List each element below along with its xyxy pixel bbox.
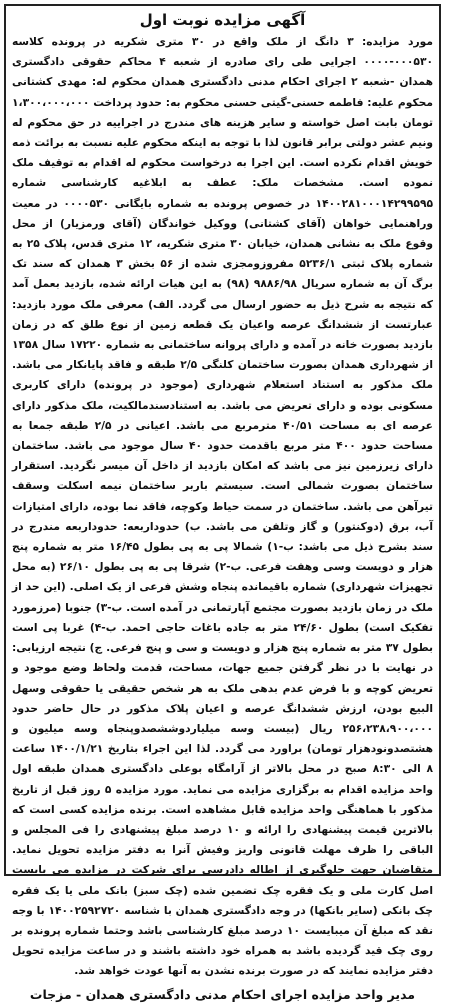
notice-title: آگهی مزایده نوبت اول: [139, 11, 306, 29]
notice-body: مورد مزایده: ۳ دانگ از ملک واقع در ۳۰ متری شکریه در پرونده کلاسه ۰۰۰۵۳۰-۰۰۰۰ اجرایی طی رای صادره از شعبه ۴ محاکم حقوقی دادگستری همدان -شعبه ۲ اجرای احکام مدنی دادگستری همدان محکوم له: مهدی کشتانی محکوم علیه: فاطمه حسنی-گیتی حسنی محکوم به: حدود پرداخت ۱،۳۰۰،۰۰۰،۰۰۰ تومان بابت اصل خواسته و سایر هزینه های مندرج در اجراییه در حق محکوم له ونیم عشر دولتی برابر قانون لذا با توجه به اینکه محکوم علیه نسبت به برائت ذمه خویش اقدام نکرده است. این اجرا به درخواست محکوم له اقدام به توقیف ملک نموده است. مشخصات ملک: عطف به ابلاغیه کارشناسی شماره ۱۴۰۰۲۸۱۰۰۰۱۴۲۹۹۵۹۵ در خصوص پرونده به شماره بایگانی ۰۰۰۰۵۳۰ در معیت وراهنمایی خواهان (آقای کشتانی) ووکیل خواندگان (آقای ورمزیار) از محل وقوع ملک به نشانی همدان، خیابان ۳۰ متری شکریه، ۱۲ متری قدس، پلاک ۲۵ به شماره پلاک ثبتی ۵۲۳۶/۱ مفروزومجزی شده از ۵۶ بخش ۳ همدان که سند تک برگ آن به شماره سریال ۹۸۸۶/۹۸ (۹۸) به این هیات ارائه شده، بازدید بعمل آمد که نتیجه به شرح ذیل به حضور ارسال می گردد. الف) معرفی ملک مورد بازدید: عبارتست از ششدانگ عرصه واعیان یک قطعه زمین از نوع طلق که در زمان بازدید بصورت خانه در آمده و دارای پروانه ساختمانی به شماره ۱۷۲۲۰ سال ۱۳۵۸ از شهرداری همدان بصورت ساختمان کلنگی ۲/۵ طبقه و فاقد پایانکار می باشد. ملک مذکور به استناد استعلام شهرداری (موجود در پرونده) دارای کاربری مسکونی بوده و دارای تعریض می باشد. به استنادسندمالکیت، ملک مذکور دارای عرصه ای به مساحت ۴۰/۵۱ مترمربع می باشد. اعیانی در ۲/۵ طبقه جمعا به مساحت حدود ۴۰۰ متر مربع باقدمت حدود ۴۰ سال موجود می باشد. ساختمان دارای زیرزمین نیز می باشد که امکان بازدید از داخل آن میسر نگردید. استقرار ساختمان بصورت شمالی است. سیستم باربر ساختمان نیمه اسکلت وسقف تیرآهن می باشد. ساختمان در سمت حیاط وکوچه، فاقد نما بوده، دارای امتیازات آب، برق (دوکنتور) و گاز وتلفن می باشد. ب) حدوداربعه: حدوداربعه مندرج در سند بشرح ذیل می باشد: ب-۱) شمالا پی به پی بطول ۱۶/۴۵ متر به شماره پنج هزار و دویست وسی وهفت فرعی. ب-۲) شرقا پی به پی بطول ۲۶/۱۰ (به محل تجهیزات شهرداری) شماره باقیمانده پنجاه وشش فرعی از یک اصلی. (این حد از ملک در زمان بازدید بصورت مجتمع آپارتمانی در آمده است. ب-۳) جنوبا (مرزمورد تفکیک است) بطول ۲۴/۶۰ متر به جاده باغات حاجی احمد. ب-۴) غربا پی است بطول ۳۷ متر به شماره پنج هزار و دویست و سی و پنج فرعی. ج) نتیجه ارزیابی: در نهایت با در نظر گرفتن جمیع جهات، مساحت، قدمت ولحاظ وضع موجود و تعریض کوچه و با فرض عدم بدهی ملک به هر شخص حقیقی یا حقوقی وسهل البیع بودن، ارزش ششدانگ عرصه و اعیان پلاک مذکور در حال حاضر حدود ۲۵۶،۲۳۸،۹۰۰،۰۰۰ ریال (بیست وسه میلیاردوششصدوپنجاه وسه میلیون و هشتصدونودهزار تومان) براورد می گردد. لذا این اجراء بتاریخ ۱۴۰۰/۱/۲۱ ساعت ۸ الی ۸:۳۰ صبح در محل بالاتر از آرامگاه بوعلی دادگستری همدان طبقه اول واحد مزایده اقدام به برگزاری مزایده می نماید. مورد مزایده ۵ روز قبل از تاریخ مذکور با هماهنگی واحد مزایده قابل مشاهده است. برنده مزایده کسی است که بالاترین قیمت پیشنهادی را ارائه و ۱۰ درصد مبلغ پیشنهادی را فی المجلس و الباقی را ظرف مهلت قانونی واریز وفیش آنرا به دفتر مزایده تحویل نماید. متقاضیان جهت جلوگیری از اطاله دادرسی برای شرکت در مزایده می بایست اصل کارت ملی و یک فقره چک تضمین شده (چک سبز) بانک ملی یا یک فقره چک بانکی (سایر بانکها) در وجه دادگستری همدان با شناسه ۱۴۰۰۲۵۹۲۷۲۰ با وجه نقد که مبلغ آن میبایست ۱۰ درصد مبلغ کارشناسی باشد وحتما شماره پرونده بر روی چک قید گردیده باشد به همراه خود داشته باشند و در ساعت مزایده تحویل دفتر مزایده نمایند که در صورت برنده نشدن به آنها عودت خواهد شد.: [12, 35, 434, 978]
auction-notice: [4, 4, 441, 1002]
notice-signature: مدیر واحد مزایده اجرای احکام مدنی دادگستری همدان - مزجات: [29, 986, 416, 1002]
